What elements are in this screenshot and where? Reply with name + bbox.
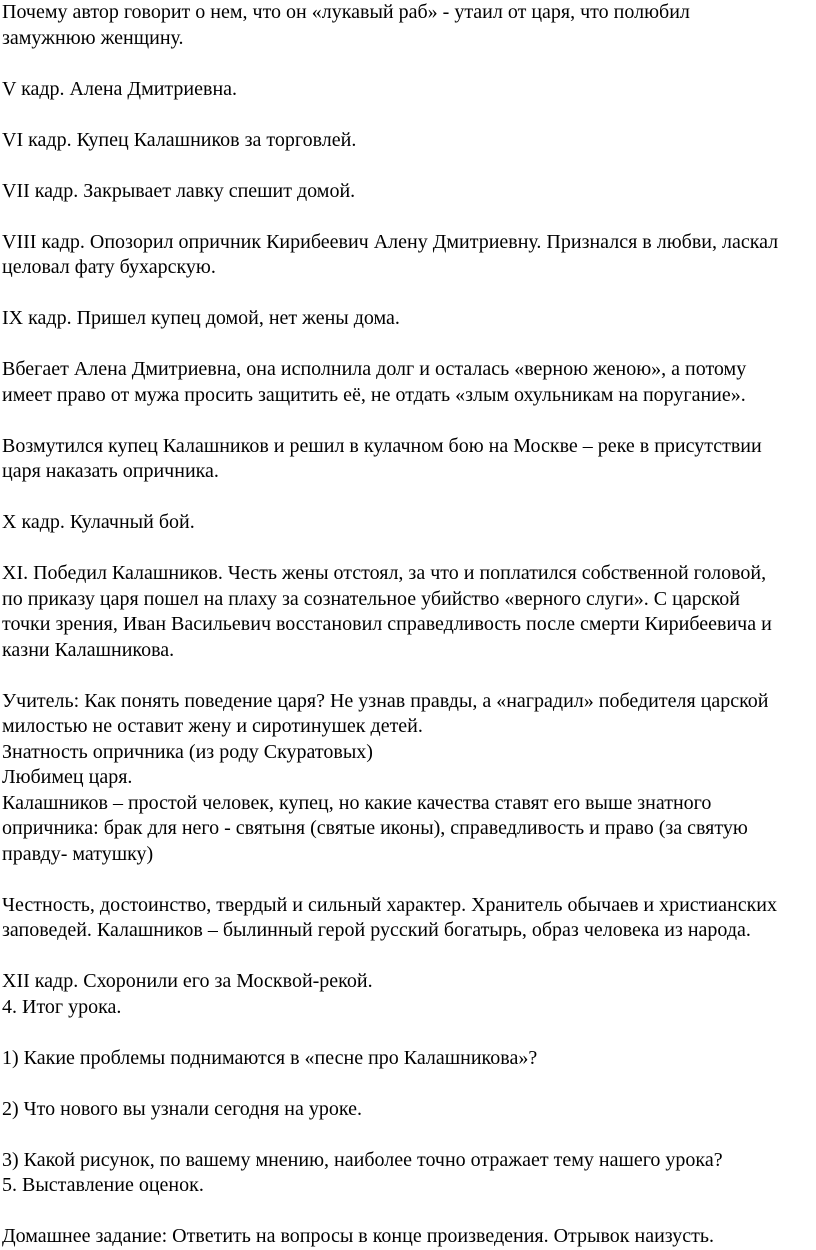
blank-line <box>2 102 816 128</box>
text-line: Калашников – простой человек, купец, но какие качества ставят его выше знатного <box>2 791 712 814</box>
text-line: Почему автор говорит о нем, что он «лукавый раб» - утаил от царя, что полюбил <box>2 1 690 23</box>
text-line: 1) Какие проблемы поднимаются в «песне про Калашникова»? <box>2 1046 538 1069</box>
blank-line <box>2 281 816 307</box>
text-line: IX кадр. Пришел купец домой, нет жены дома. <box>2 307 400 329</box>
blank-line <box>2 51 816 77</box>
text-line: имеет право от мужа просить защитить её, не отдать «злым охульникам на поругание». <box>2 383 746 406</box>
text-line: VI кадр. Купец Калашников за торговлей. <box>2 128 357 151</box>
text-line: Домашнее задание: Ответить на вопросы в конце произведения. Отрывок наизусть. <box>2 1225 715 1247</box>
text-line: X кадр. Кулачный бой. <box>2 511 195 533</box>
text-line: точки зрения, Иван Васильевич восстановил справедливость после смерти Кирибеевича и <box>2 613 772 635</box>
text-line: казни Калашникова. <box>2 638 175 661</box>
text-line: 4. Итог урока. <box>2 995 122 1018</box>
text-line: XI. Победил Калашников. Честь жены отстоял, за что и поплатился собственной головой, <box>2 562 767 584</box>
blank-line <box>2 485 816 511</box>
text-line: XII кадр. Схоронили его за Москвой-рекой. <box>2 970 373 992</box>
blank-line <box>2 536 816 562</box>
blank-line <box>2 1199 816 1225</box>
text-line: 3) Какой рисунок, по вашему мнению, наиболее точно отражает тему нашего урока? <box>2 1148 723 1171</box>
text-line: Возмутился купец Калашников и решил в кулачном бою на Москве – реке в присутствии <box>2 434 762 457</box>
blank-line <box>2 944 816 970</box>
text-line: опричника: брак для него - святыня (святые иконы), справедливость и право (за святую <box>2 817 748 839</box>
text-line: царя наказать опричника. <box>2 460 219 482</box>
text-line: 5. Выставление оценок. <box>2 1174 204 1196</box>
text-line: по приказу царя пошел на плаху за сознательное убийство «верного слуги». С царской <box>2 587 740 610</box>
text-line: VIII кадр. Опозорил опричник Кирибеевич Алену Дмитриевну. Признался в любви, ласкал <box>2 230 779 253</box>
blank-line <box>2 1020 816 1046</box>
text-line: Честность, достоинство, твердый и сильный характер. Хранитель обычаев и христианских <box>2 893 777 916</box>
text-line: Вбегает Алена Дмитриевна, она исполнила долг и осталась «верною женою», а потому <box>2 358 747 380</box>
text-line: VII кадр. Закрывает лавку спешит домой. <box>2 179 356 202</box>
text-line: Любимец царя. <box>2 766 133 788</box>
text-line: замужнюю женщину. <box>2 26 184 49</box>
blank-line <box>2 867 816 893</box>
blank-line <box>2 332 816 358</box>
blank-line <box>2 1122 816 1148</box>
text-line: целовал фату бухарскую. <box>2 256 216 278</box>
blank-line <box>2 153 816 179</box>
blank-line <box>2 663 816 689</box>
text-line: 2) Что нового вы узнали сегодня на уроке. <box>2 1097 362 1120</box>
blank-line <box>2 1071 816 1097</box>
text-line: V кадр. Алена Дмитриевна. <box>2 77 238 100</box>
text-line: правду- матушку) <box>2 842 154 865</box>
text-line: милостью не оставит жену и сиротинушек детей. <box>2 715 423 737</box>
text-line: Знатность опричника (из роду Скуратовых) <box>2 740 373 763</box>
blank-line <box>2 204 816 230</box>
blank-line <box>2 408 816 434</box>
text-line: Учитель: Как понять поведение царя? Не узнав правды, а «наградил» победителя царской <box>2 689 769 712</box>
text-line: заповедей. Калашников – былинный герой русский богатырь, образ человека из народа. <box>2 919 751 941</box>
